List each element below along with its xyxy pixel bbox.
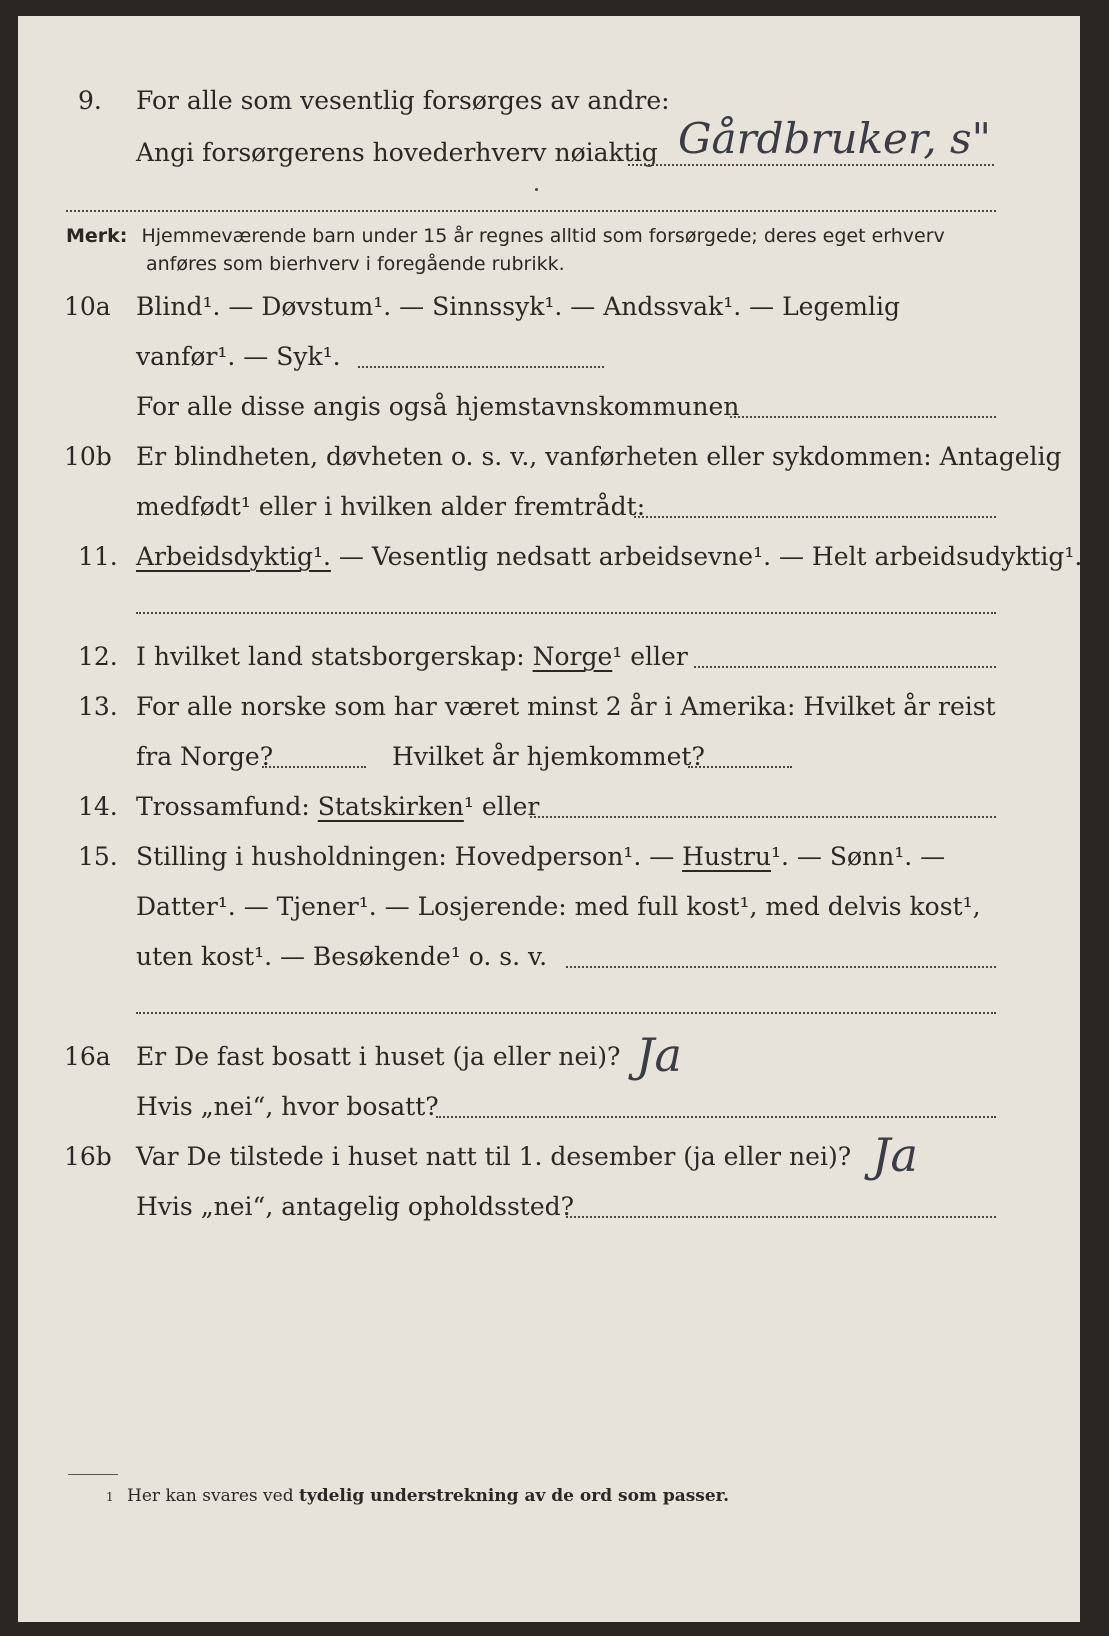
- question-number: 14.: [78, 792, 118, 821]
- question-prompt: Trossamfund:: [136, 792, 318, 821]
- question-prompt: I hvilket land statsborgerskap:: [136, 642, 533, 671]
- footnote-rule: [68, 1474, 118, 1475]
- question-number: 15.: [78, 842, 118, 871]
- option-text: ¹. — Sønn¹. —: [771, 842, 946, 871]
- ink-speck: [535, 188, 538, 191]
- answer-line: [730, 416, 996, 418]
- question-text: [136, 542, 1082, 572]
- selected-option: Statskirken: [317, 792, 464, 821]
- note: [66, 222, 945, 250]
- question-text: Er blindheten, døvheten o. s. v., vanførheten eller sykdommen: Antagelig: [136, 442, 1062, 471]
- census-form-page: [18, 16, 1083, 1622]
- question-text: medfødt¹ eller i hvilken alder fremtrådt:: [136, 492, 646, 521]
- question-text: For alle norske som har været minst 2 år i Amerika: Hvilket år reist: [136, 692, 996, 721]
- question-text: For alle som vesentlig forsørges av andre:: [136, 86, 670, 115]
- question-number: 11.: [78, 542, 118, 571]
- answer-line: [566, 1216, 996, 1218]
- answer-line: [136, 612, 996, 614]
- note-label: Merk:: [66, 225, 128, 247]
- question-text: Hvis „nei“, hvor bosatt?: [136, 1092, 439, 1121]
- answer-line: [530, 816, 996, 818]
- question-number: 10a: [64, 292, 111, 321]
- section-divider: [66, 210, 996, 212]
- option-text: ¹ eller: [612, 642, 688, 671]
- question-number: 10b: [64, 442, 112, 471]
- selected-option: Arbeidsdyktig¹.: [136, 542, 331, 571]
- question-number: 13.: [78, 692, 118, 721]
- footnote-mark: 1: [106, 1490, 114, 1504]
- answer-line: [136, 1012, 996, 1014]
- question-number: 12.: [78, 642, 118, 671]
- answer-line: [688, 766, 792, 768]
- question-text: [136, 642, 688, 672]
- handwritten-answer: Gårdbruker, s": [678, 114, 991, 163]
- question-text: Angi forsørgerens hovederhverv nøiaktig: [136, 138, 658, 167]
- question-text: For alle disse angis også hjemstavnskommunen: [136, 392, 740, 421]
- question-prompt: Stilling i husholdningen: Hovedperson¹. —: [136, 842, 683, 871]
- selected-option: Norge: [532, 642, 613, 671]
- note-text: anføres som bierhverv i foregående rubrikk.: [146, 253, 565, 275]
- handwritten-answer: Ja: [872, 1128, 918, 1182]
- question-number: 9.: [78, 86, 102, 115]
- question-text: uten kost¹. — Besøkende¹ o. s. v.: [136, 942, 548, 971]
- handwritten-answer: Ja: [636, 1028, 682, 1082]
- question-text: Hvis „nei“, antagelig opholdssted?: [136, 1192, 575, 1221]
- footnote-emphasis: tydelig understrekning av de ord som passer.: [298, 1486, 729, 1506]
- note-text: Hjemmeværende barn under 15 år regnes alltid som forsørgede; deres eget erhverv: [141, 225, 945, 247]
- answer-line: [634, 516, 996, 518]
- question-text: Var De tilstede i huset natt til 1. desember (ja eller nei)?: [136, 1142, 852, 1171]
- question-text: [136, 792, 539, 822]
- answer-line: [262, 766, 366, 768]
- option-text: ¹ eller: [463, 792, 540, 821]
- selected-option: Hustru: [682, 842, 772, 871]
- answer-line: [566, 966, 996, 968]
- question-text: fra Norge?: [136, 742, 274, 771]
- question-text: Er De fast bosatt i huset (ja eller nei)?: [136, 1042, 621, 1071]
- question-number: 16a: [64, 1042, 111, 1071]
- question-text: Blind¹. — Døvstum¹. — Sinnssyk¹. — Andssvak¹. — Legemlig: [136, 292, 900, 321]
- question-text: Datter¹. — Tjener¹. — Losjerende: med full kost¹, med delvis kost¹,: [136, 892, 981, 921]
- footnote: [106, 1486, 729, 1506]
- question-number: 16b: [64, 1142, 112, 1171]
- answer-line: [358, 366, 604, 368]
- footnote-text: Her kan svares ved: [127, 1486, 294, 1506]
- question-text: Hvilket år hjemkommet?: [392, 742, 705, 771]
- question-text: vanfør¹. — Syk¹.: [136, 342, 341, 371]
- question-text: [136, 842, 945, 872]
- answer-line: [694, 666, 996, 668]
- answer-line: [436, 1116, 996, 1118]
- note-line2: [146, 250, 565, 278]
- option-text: — Vesentlig nedsatt arbeidsevne¹. — Helt arbeidsudyktig¹.: [330, 542, 1083, 571]
- answer-line: [628, 164, 994, 166]
